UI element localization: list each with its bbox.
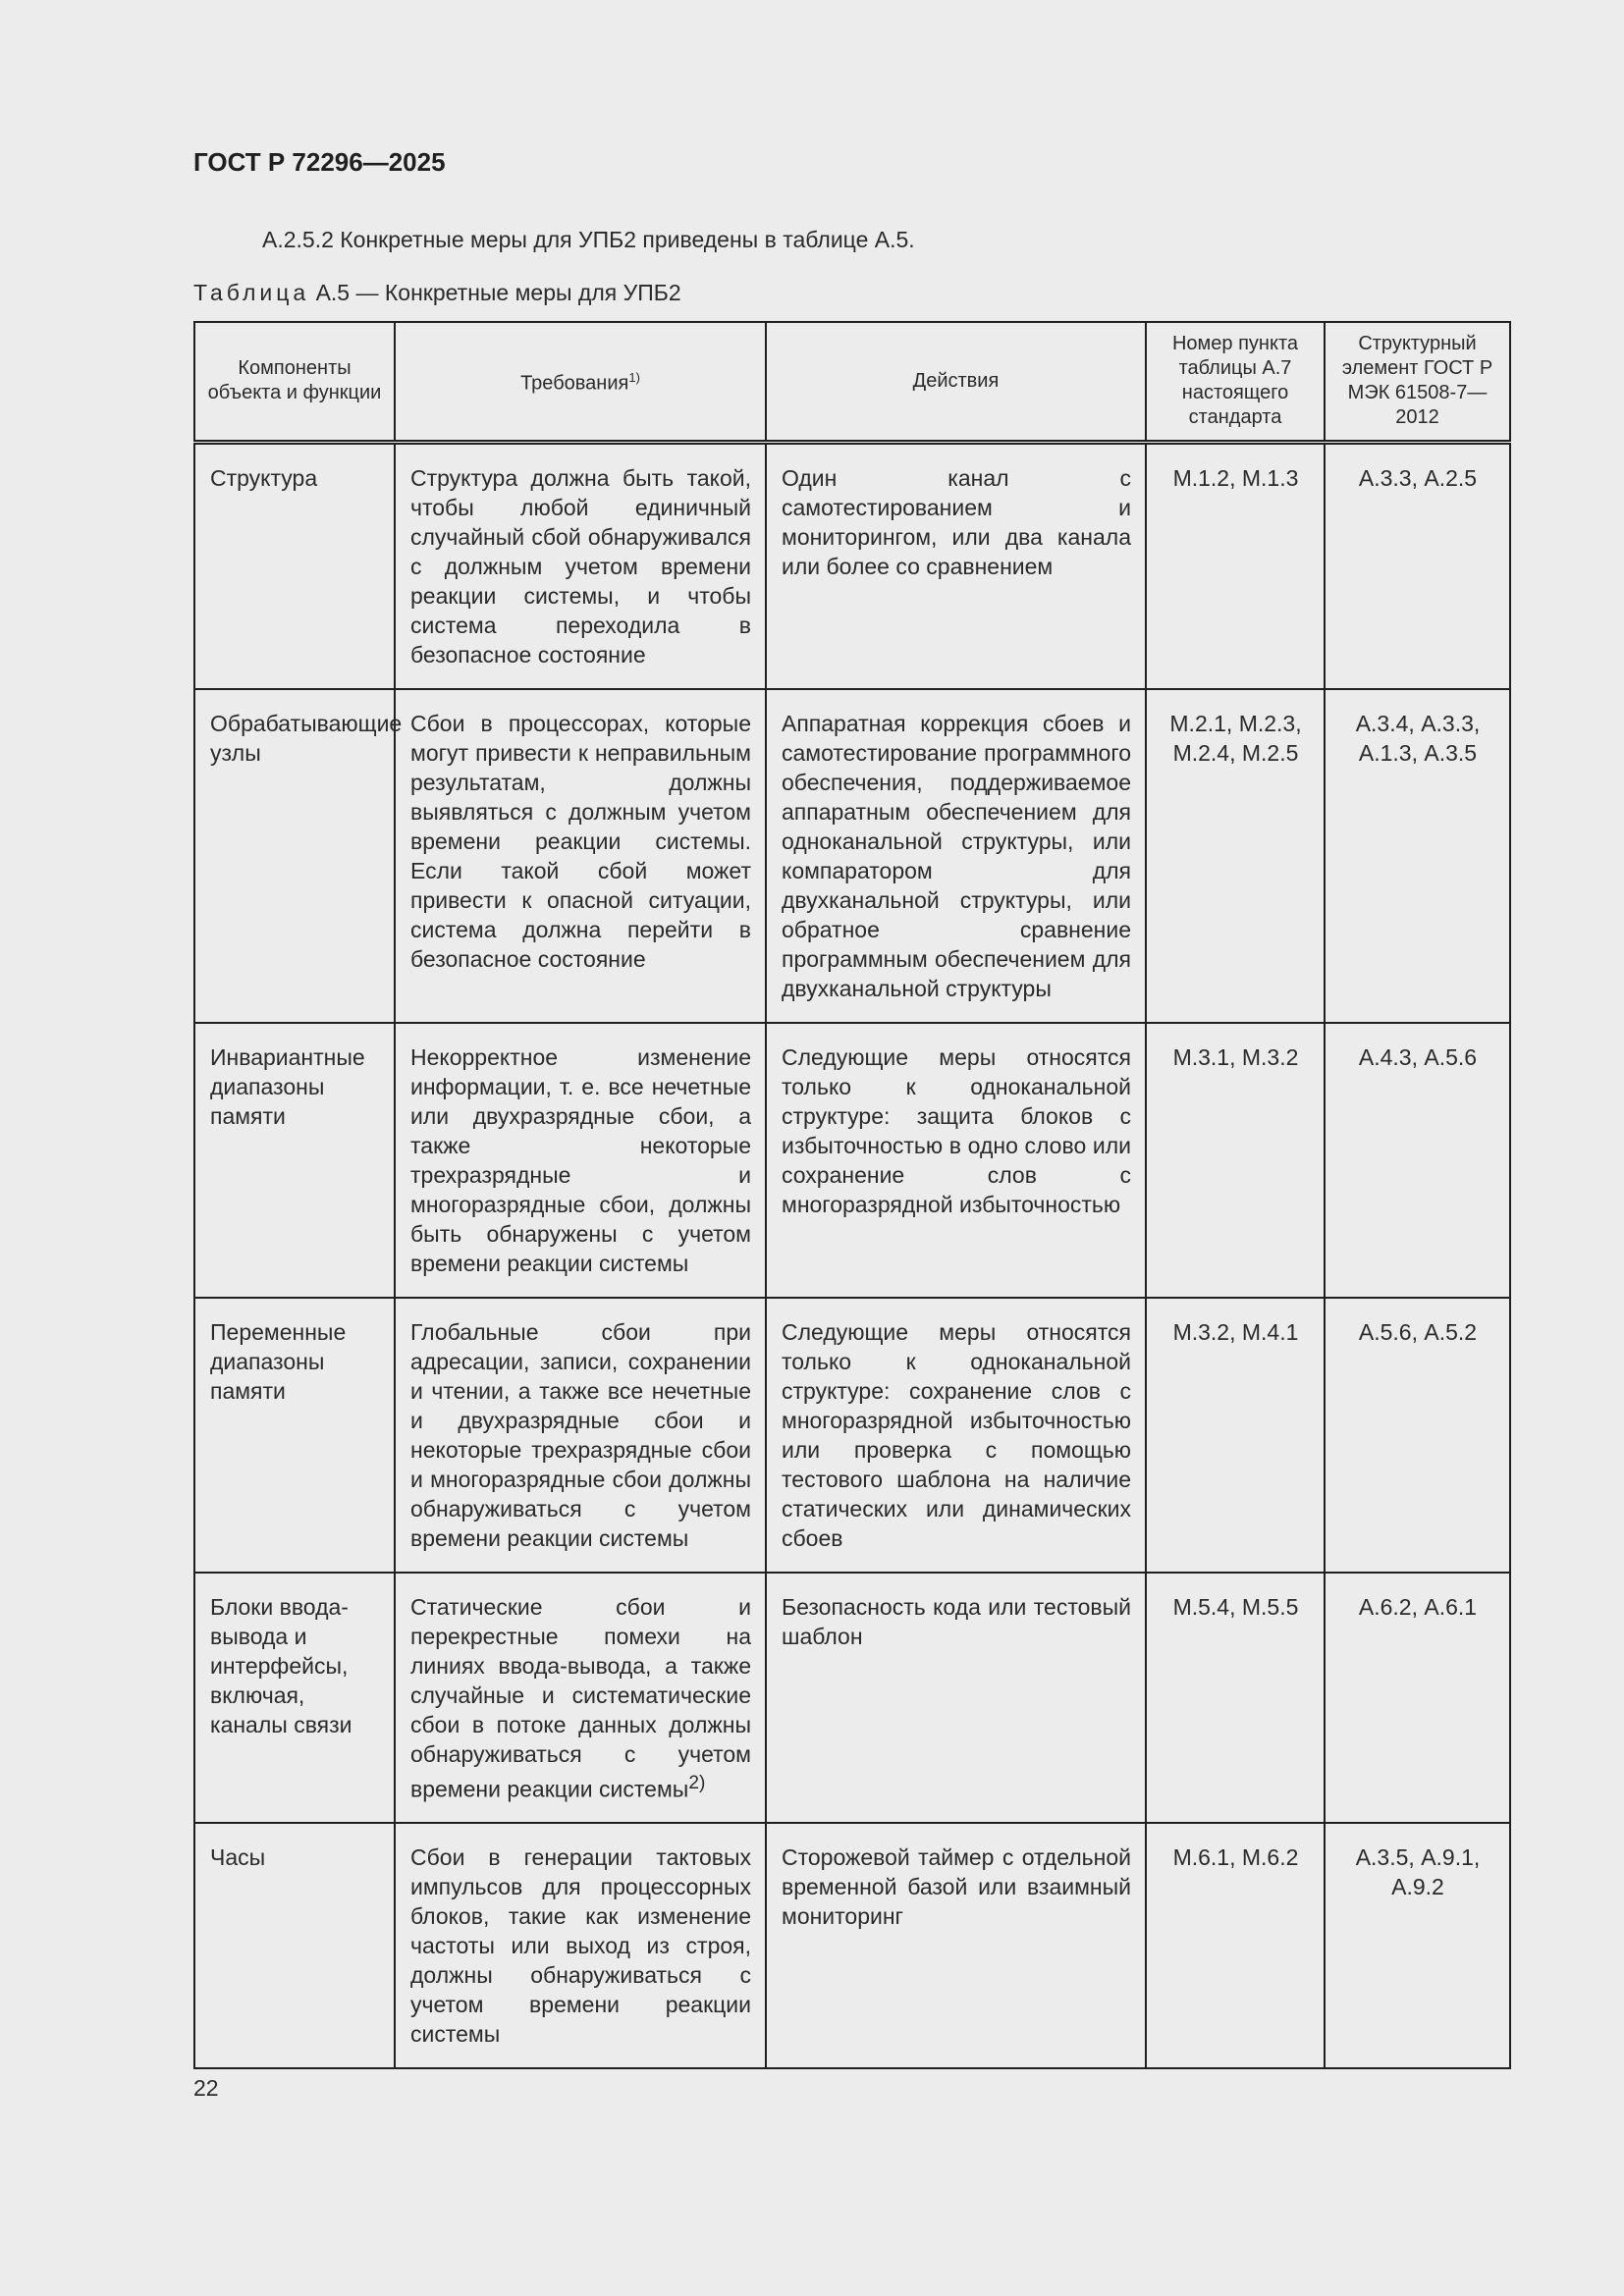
cell-requirement (395, 1573, 766, 1824)
cell-structural-element: А.6.2, А.6.1 (1325, 1573, 1510, 1824)
cell-table-ref: М.6.1, М.6.2 (1146, 1823, 1325, 2068)
table-row (194, 442, 1510, 689)
cell-component: Часы (194, 1823, 395, 2068)
header-requirements-label: Требования (520, 373, 629, 396)
cell-requirement: Сбои в процессорах, которые могут привести к неправильным результатам, должны выявляться с должным учетом времени реакции системы. Если такой сбой может привести к опасной ситуации, система должна перейти в безопасное состояние (395, 689, 766, 1023)
table-caption-title: А.5 — Конкретные меры для УПБ2 (309, 280, 681, 305)
page-number: 22 (193, 2075, 219, 2101)
table-row (194, 689, 1510, 1023)
header-structural-element: Структурный элемент ГОСТ Р МЭК 61508-7—2012 (1325, 322, 1510, 442)
table-row (194, 1298, 1510, 1573)
document-header: ГОСТ Р 72296—2025 (193, 147, 446, 177)
table-caption-prefix: Таблица (193, 280, 310, 305)
cell-table-ref: М.5.4, М.5.5 (1146, 1573, 1325, 1824)
cell-requirement: Глобальные сбои при адресации, записи, сохранении и чтении, а также все нечетные и двухразрядные сбои и некоторые трехразрядные сбои и многоразрядные сбои должны обнаруживаться с учетом времени реакции системы (395, 1298, 766, 1573)
cell-action: Безопасность кода или тестовый шаблон (766, 1573, 1146, 1824)
measures-table (193, 321, 1511, 2069)
cell-requirement: Структура должна быть такой, чтобы любой единичный случайный сбой обнаруживался с должным учетом времени реакции системы, и чтобы система переходила в безопасное состояние (395, 442, 766, 689)
intro-paragraph: А.2.5.2 Конкретные меры для УПБ2 приведены в таблице А.5. (262, 227, 915, 252)
cell-structural-element: А.3.4, А.3.3, А.1.3, А.3.5 (1325, 689, 1510, 1023)
cell-component: Обрабатывающие узлы (194, 689, 395, 1023)
cell-action: Следующие меры относятся только к одноканальной структуре: сохранение слов с многоразрядной избыточностью или проверка с помощью тестового шаблона на наличие статических или динамических сбоев (766, 1298, 1146, 1573)
cell-requirement: Некорректное изменение информации, т. е. все нечетные или двухразрядные сбои, а также некоторые трехразрядные и многоразрядные сбои, должны быть обнаружены с учетом времени реакции системы (395, 1023, 766, 1298)
table-row (194, 1573, 1510, 1824)
header-requirements-footnote: 1) (628, 370, 640, 386)
table-row (194, 1823, 1510, 2068)
cell-component: Структура (194, 442, 395, 689)
header-components: Компоненты объекта и функции (194, 322, 395, 442)
cell-table-ref: М.3.2, М.4.1 (1146, 1298, 1325, 1573)
cell-requirement-text: Статические сбои и перекрестные помехи на линиях ввода-вывода, а также случайные и систематические сбои в потоке данных должны обнаруживаться с учетом времени реакции системы (410, 1593, 751, 1802)
cell-structural-element: А.4.3, А.5.6 (1325, 1023, 1510, 1298)
cell-action: Один канал с самотестированием и мониторингом, или два канала или более со сравнением (766, 442, 1146, 689)
cell-action: Аппаратная коррекция сбоев и самотестирование программного обеспечения, поддерживаемое аппаратным обеспечением для одноканальной структуры, или компаратором для двухканальной структуры, или обратное сравнение программным обеспечением для двухканальной структуры (766, 689, 1146, 1023)
table-header-row (194, 322, 1510, 442)
cell-structural-element: А.5.6, А.5.2 (1325, 1298, 1510, 1573)
table-caption (193, 280, 681, 306)
cell-component: Блоки ввода-вывода и интерфейсы, включая, каналы связи (194, 1573, 395, 1824)
cell-table-ref: М.1.2, М.1.3 (1146, 442, 1325, 689)
cell-requirement: Сбои в генерации тактовых импульсов для процессорных блоков, такие как изменение частоты или выход из строя, должны обнаруживаться с учетом времени реакции системы (395, 1823, 766, 2068)
cell-action: Следующие меры относятся только к одноканальной структуре: защита блоков с избыточностью в одно слово или сохранение слов с многоразрядной избыточностью (766, 1023, 1146, 1298)
cell-component: Инвариантные диапазоны памяти (194, 1023, 395, 1298)
cell-component: Переменные диапазоны памяти (194, 1298, 395, 1573)
cell-table-ref: М.3.1, М.3.2 (1146, 1023, 1325, 1298)
cell-table-ref: М.2.1, М.2.3, М.2.4, М.2.5 (1146, 689, 1325, 1023)
requirement-footnote: 2) (688, 1772, 706, 1793)
cell-action: Сторожевой таймер с отдельной временной базой или взаимный мониторинг (766, 1823, 1146, 2068)
header-actions: Действия (766, 322, 1146, 442)
header-requirements (395, 322, 766, 442)
cell-structural-element: А.3.5, А.9.1, А.9.2 (1325, 1823, 1510, 2068)
cell-structural-element: А.3.3, А.2.5 (1325, 442, 1510, 689)
table-row (194, 1023, 1510, 1298)
header-table-ref: Номер пункта таблицы А.7 настоящего стандарта (1146, 322, 1325, 442)
